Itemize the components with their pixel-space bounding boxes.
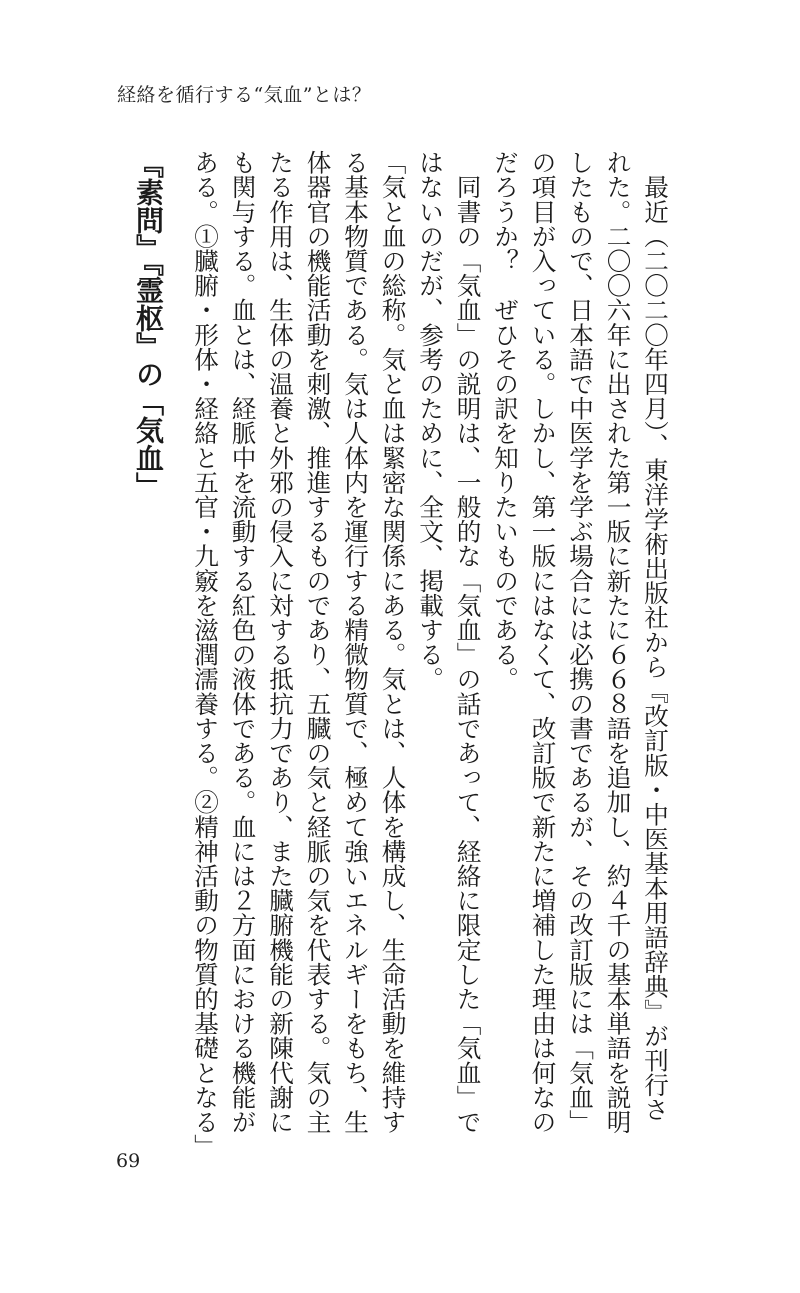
body-line: だろうか？ ぜひその訳を知りたいものである。 xyxy=(491,150,520,692)
running-head: 経絡を循行する“気血”とは？ xyxy=(117,84,372,106)
section-heading: 『素問』『霊枢』の「気血」 xyxy=(132,150,165,500)
body-line: はないのだが、参考のために、全文、掲載する。 xyxy=(416,150,445,692)
body-line: の項目が入っている。しかし、第一版にはなくて、改訂版で新たに増補した理由は何なの xyxy=(528,150,558,1134)
quote-line: ある。①臓腑・形体・経絡と五官・九竅を滋潤濡養する。②精神活動の物質的基礎となる」 xyxy=(191,150,220,1159)
page-number: 69 xyxy=(116,1150,141,1172)
body-line: れた。二〇〇六年に出された第一版に新たに６６８語を追加し、約４千の基本単語を説明 xyxy=(603,150,633,1134)
quote-line: 体器官の機能活動を刺激、推進するものであり、五臓の気と経脈の気を代表する。気の主 xyxy=(303,150,333,1134)
quote-line: 「気と血の総称。気と血は緊密な関係にある。気とは、人体を構成し、生命活動を維持す xyxy=(378,150,408,1134)
body-line: したもので、日本語で中医学を学ぶ場合には必携の書であるが、その改訂版には「気血」 xyxy=(566,150,595,1134)
quote-line: たる作用は、生体の温養と外邪の侵入に対する抵抗力であり、また臓腑機能の新陳代謝に xyxy=(266,150,295,1134)
body-line: 最近（二〇二〇年四月）、東洋学術出版社から『改訂版・中医基本用語辞典』が刊行さ xyxy=(641,150,670,1122)
quote-line: も関与する。血とは、経脈中を流動する紅色の液体である。血には２方面における機能が xyxy=(228,150,258,1134)
quote-line: る基本物質である。気は人体内を運行する精微物質で、極めて強いエネルギーをもち、生 xyxy=(341,150,370,1134)
body-text xyxy=(186,150,674,1159)
body-line: 同書の「気血」の説明は、一般的な「気血」の話であって、経絡に限定した「気血」で xyxy=(453,150,483,1134)
